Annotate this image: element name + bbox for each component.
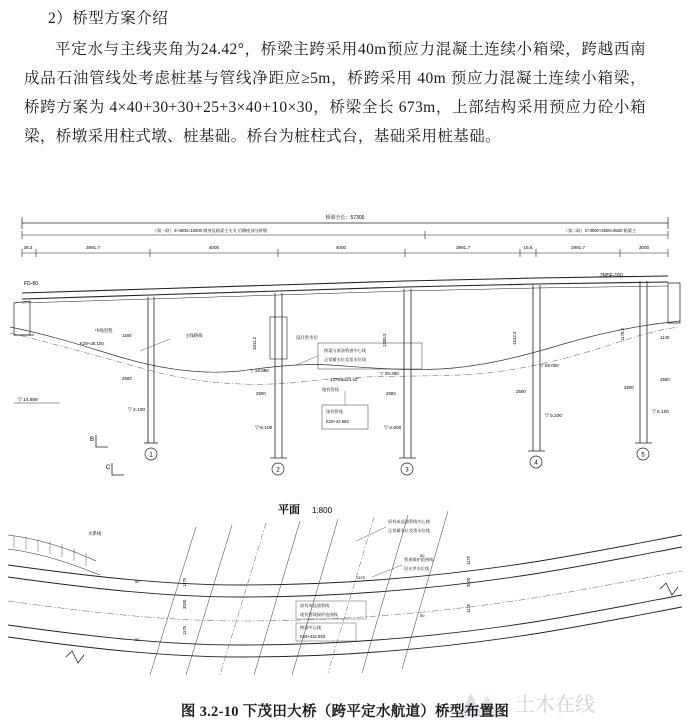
plan-dim: 1175 — [182, 577, 187, 587]
pipeline-callout — [296, 343, 422, 369]
callout-line: 正常蓄水位及常水位线 — [324, 357, 366, 362]
plan-annotation: K29+422.893 — [300, 634, 326, 639]
plan-scale: 1:800 — [312, 506, 333, 515]
annotation-elev: ▽ 20.400 — [380, 371, 399, 376]
elevation-drawing — [10, 214, 680, 485]
pier-group-5 — [620, 281, 670, 460]
station-tick: 38.3 — [23, 245, 33, 250]
plan-dim: 3000 — [466, 577, 471, 587]
station-tick: 3991.7 — [85, 245, 101, 250]
pier-dim: 2500 — [660, 377, 670, 382]
pier-dim: 2500 — [516, 389, 526, 394]
pier-dim: 1178.2 — [620, 327, 625, 341]
annotation-elev: ▽ 19.886 — [250, 368, 269, 373]
annotation-design-flood: 设计洪水位 — [296, 335, 318, 340]
plan-annotation: 桥梁中心线 — [300, 625, 321, 630]
pier-elevation: ▽ 5.100 — [652, 410, 670, 415]
figure-svg — [0, 205, 690, 685]
pier-dim: 1140 — [660, 335, 670, 340]
pier-elevation: ▽-4.600 — [384, 426, 402, 431]
ground-label-left: ▽ 14.669 — [18, 398, 38, 403]
watermark-text: 土木在线 — [515, 694, 595, 716]
plan-dim: 1375 — [356, 575, 365, 580]
pier-dim: 1512.3 — [512, 331, 517, 345]
plan-dim: 50 — [135, 637, 140, 642]
annotation-station-box: K29+42.893 — [326, 419, 349, 424]
plan-annotation: 原有成品油管线中心线 — [388, 519, 430, 524]
section-marker-c — [106, 463, 124, 475]
station-tick: 4000 — [335, 245, 347, 250]
section-marker-label: C — [106, 465, 111, 471]
pier-dim: 2500 — [256, 391, 266, 396]
pier-dim: 2500 — [624, 385, 634, 390]
pier-number: 3 — [405, 467, 409, 474]
span-group-left-label: （第一联）4×4000=16000 墩身及箱梁主支支 后侧座部分桥墩 — [152, 228, 268, 233]
pier-group-3 — [380, 289, 416, 475]
span-group-right-label: （第二联）2×3000+2500=8500 箱梁主 — [563, 228, 637, 233]
plan-dim: 50 — [135, 579, 140, 584]
section-marker-label: B — [90, 437, 95, 443]
pier-dim: 2500 — [122, 376, 132, 381]
plan-dim: 1175 — [466, 555, 471, 565]
annotation-elev: ▽ 29.000 — [540, 363, 559, 368]
plan-annotation: 正常蓄水位及常水位线 — [388, 528, 430, 533]
section-marker-b — [90, 435, 108, 447]
plan-annotation: 原有成品油管线 — [300, 603, 330, 608]
plan-dim: 1175 — [466, 603, 471, 613]
plan-annotation: 设计洪水位线 — [404, 566, 430, 571]
station-tick: 16.6 — [523, 245, 533, 250]
pier-dim: 2500 — [386, 391, 396, 396]
plan-annotation: 管道保护范围线 — [404, 557, 434, 562]
station-tick: 3000 — [638, 245, 650, 250]
section-heading: 2）桥型方案介绍 — [48, 10, 169, 27]
annotation-angle: 1376/φ±24.42° — [330, 377, 359, 382]
pier-dim: 1611.2 — [252, 336, 257, 350]
pier-elevation: ▽ 0.200 — [545, 414, 563, 419]
plan-annotation: 现有管线保护范围线 — [300, 612, 338, 617]
pier-elevation: ▽ 4.100 — [128, 408, 146, 413]
annotation-centerline: 中线里程 — [95, 328, 113, 333]
right-marker-label: 2M5F-160 — [600, 273, 623, 279]
pier-number: 2 — [276, 467, 280, 474]
annotation-water: 水系线 — [88, 531, 102, 536]
pier-group-4 — [512, 285, 562, 468]
pier-dim: 1160 — [122, 333, 132, 338]
pier-number: 1 — [149, 452, 153, 459]
annotation-pipe: 现有管线 — [322, 387, 339, 392]
pier-number: 4 — [534, 460, 538, 467]
figure-bridge-layout — [0, 205, 690, 685]
station-tick: 2991.7 — [570, 245, 586, 250]
plan-dim: 3000 — [182, 599, 187, 609]
plan-title: 平面 — [278, 504, 300, 516]
left-marker-label: FD-80 — [24, 281, 38, 287]
callout-line: 桥梁与原油管道中心线 — [324, 348, 366, 353]
station-tick: 3991.7 — [455, 245, 471, 250]
annotation-route: 主线路线 — [185, 333, 203, 338]
total-length-label: 桥梁全长：57300 — [325, 215, 365, 221]
station-tick: 4000 — [208, 245, 220, 250]
plan-dim: 50 — [420, 553, 425, 558]
pier-group-1 — [122, 297, 158, 460]
plan-dim: 50 — [420, 613, 425, 618]
figure-caption: 图 3.2-10 下茂田大桥（跨平定水航道）桥型布置图 — [180, 704, 510, 720]
annotation-station: K29+28.100 — [80, 341, 104, 346]
pier-dim: 1200.3 — [382, 333, 387, 347]
plan-drawing — [8, 502, 682, 675]
body-paragraph: 平定水与主线夹角为24.42°，桥梁主跨采用40m预应力混凝土连续小箱梁，跨越西南成品石油管线处考虑桩基与管线净距应≥5m，桥跨采用 40m 预应力混凝土连续小箱梁，桥跨方案为 4×40+30+30+25+3×40+10×30，桥梁全长 673m，上部结构采用预应力砼小箱梁，桥墩采用柱式墩、桩基础。桥台为桩柱式台，基础采用桩基础。 — [24, 41, 646, 145]
annotation-station-box: 现有管线 — [326, 409, 343, 414]
pier-elevation: ▽-5.100 — [255, 426, 273, 431]
pier-number: 5 — [641, 452, 645, 459]
plan-dim: 1175 — [182, 625, 187, 635]
